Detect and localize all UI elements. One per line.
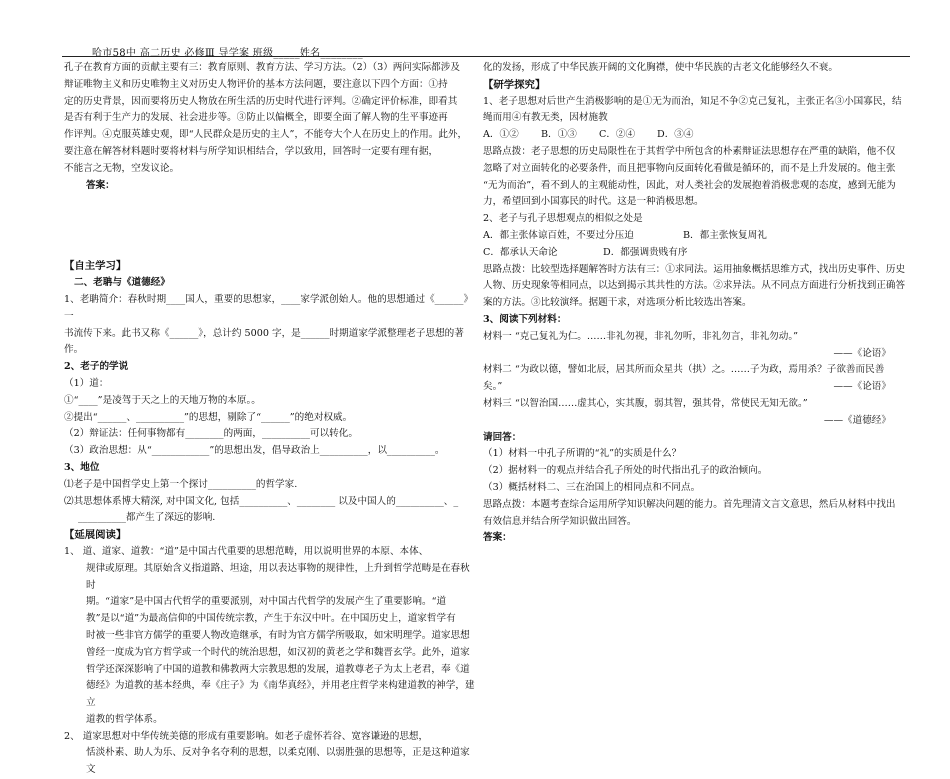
option-b: B．都主张恢复周礼 <box>683 229 767 241</box>
text-line: ②提出“______、__________”的思想，剔除了“______”的绝对权威。 <box>64 411 353 423</box>
option-a: A．①② <box>483 129 519 141</box>
text-line: 绳而用④有教无类，因材施教 <box>483 112 608 124</box>
text-line: 有效信息并结合所学知识做出回答。 <box>483 515 637 527</box>
ask-line: （2）据材料一的观点并结合孔子所处的时代指出孔子的政治倾向。 <box>483 465 768 477</box>
text-line: 恬淡朴素、助人为乐、反对争名夺利的思想，以柔克刚、以弱胜强的思想等，正是这种道家文 <box>86 747 470 776</box>
section-title-self-study: 【自主学习】 <box>64 260 127 273</box>
text-line: __________都产生了深远的影响. <box>78 512 216 524</box>
text-line: 哲学还深深影响了中国的道教和佛教两大宗教思想的发展，道教尊老子为太上老君，奉《道 <box>86 663 470 675</box>
text-line: 期。“道家”是中国古代哲学的重要派别，对中国古代哲学的发展产生了重要影响。“道 <box>86 596 447 608</box>
part2-title: 2、老子的学说 <box>64 361 129 373</box>
dialectic-line: （2）辩证法：任何事物都有________的两面，__________可以转化。 <box>64 428 358 440</box>
text-line: 定的历史背景，因而要将历史人物放在所生活的历史时代进行评判。②确定评价标准，即看其 <box>64 95 458 107</box>
continued-line: 化的发扬，形成了中华民族开阔的文化胸襟，使中华民族的古老文化能够经久不衰。 <box>483 62 838 73</box>
text-line: 1、老子思想对后世产生消极影响的是①无为而治，知足不争②克己复礼，主张正名③小国寡民，结 <box>483 95 902 107</box>
status-title: 3、地位 <box>64 461 100 473</box>
option-d: D．都强调贵贱有序 <box>603 246 688 258</box>
right-column <box>483 60 913 547</box>
text-line: 书流传下来。此书又称《______》，总计约 5000 字，是______时期道家学派整理老子思想的著作。 <box>64 327 464 356</box>
text-line: 思路点拨：比较型选择题解答时方法有三：①求同法。运用抽象概括思维方式，找出历史事件、历史 <box>483 263 906 275</box>
text-line: 时被一些非官方儒学的重要人物改造继承，有时为官方儒学所吸取，如宋明理学。道家思想 <box>86 629 470 641</box>
material-1-source: ——《论语》 <box>833 347 891 359</box>
text-line: 辩证唯物主义和历史唯物主义对历史人物评价的基本方法问题，要注意以下四个方面：①持 <box>64 78 448 90</box>
page-header: 哈市58中 高二历史 必修Ⅲ 导学案 班级_____姓名________ <box>92 48 363 59</box>
text-line: 作评判。④克服英雄史观，即“人民群众是历史的主人”，不能夸大个人在历史上的作用。此外， <box>64 129 468 141</box>
material-2-cont: 矣。” <box>483 381 503 393</box>
answer-space <box>64 194 476 258</box>
ask-line: （1）材料一中孔子所谓的“礼”的实质是什么？ <box>483 448 682 460</box>
text-line: 要注意在解答材料题时要将材料与所学知识相结合，学以致用，回答时一定要有理有据， <box>64 145 439 157</box>
material-3-source: ——《道德经》 <box>823 414 891 426</box>
text-line: 德经》为道教的基本经典，奉《庄子》为《南华真经》，并用老庄哲学来构建道教的神学，建立 <box>86 680 475 709</box>
text-line: 规律或原理。其原始含义指道路、坦途，用以表达事物的规律性，上升到哲学范畴是在春秋时 <box>86 562 470 591</box>
q2-options-row2 <box>483 245 913 262</box>
question-2: 2、老子与孔子思想观点的相似之处是 <box>483 213 643 225</box>
extended-item-2 <box>64 729 476 779</box>
material-1: 材料一 “克己复礼为仁。……非礼勿视，非礼勿听，非礼勿言，非礼勿动。” <box>483 330 799 342</box>
material-2-source: ——《论语》 <box>833 381 891 393</box>
text-line: 曾经一度成为官方哲学或一个时代的统治思想，如汉初的黄老之学和魏晋玄学。此外，道家 <box>86 646 470 658</box>
ask-title: 请回答： <box>483 431 522 443</box>
text-line: 2、 道家思想对中华传统美德的形成有重要影响。如老子虚怀若谷、宽容谦逊的思想， <box>64 730 429 742</box>
text-line: 1、老聃简介：春秋时期____国人，重要的思想家，____家学派创始人。他的思想通过《______》一 <box>64 293 474 322</box>
ask-line: （3）概括材料二、三在治国上的相同点和不同点。 <box>483 481 701 493</box>
option-d: D．③④ <box>657 129 694 141</box>
text-line: 孔子在教育方面的贡献主要有三：教育原则、教育方法、学习方法。（2）（3）两问实际都涉及 <box>64 62 460 73</box>
left-column <box>64 60 476 779</box>
intro-paragraph <box>64 60 476 178</box>
answer-label: 答案： <box>86 179 115 191</box>
text-line: ⑴老子是中国哲学史上第一个探讨__________的哲学家. <box>64 478 298 490</box>
text-line: 不能言之无物，空发议论。 <box>64 162 180 174</box>
extended-item-1 <box>64 544 476 729</box>
option-c: C．②④ <box>599 129 636 141</box>
text-line: 思路点拨：本题考查综合运用所学知识解决问题的能力。首先理清文言文意思，然后从材料中找出 <box>483 498 896 510</box>
material-2: 材料二 “为政以德，譬如北辰，居其所而众星共（拱）之。……子为政，焉用杀？子欲善而民善 <box>483 364 885 376</box>
option-c: C．都承认天命论 <box>483 246 558 258</box>
q2-options-row1 <box>483 228 913 245</box>
text-line: 1、 道、道家、道教：“道”是中国古代重要的思想范畴，用以说明世界的本原、本体、 <box>64 545 429 557</box>
text-line: 道教的哲学体系。 <box>86 713 163 725</box>
text-line: 力，希望回到小国寡民的时代。这是一种消极思想。 <box>483 196 704 208</box>
part1-title: 二、老聃与《道德经》 <box>74 277 170 289</box>
text-line: “无为而治”，看不到人的主观能动性，因此，对人类社会的发展抱着消极悲观的态度，感到无能为 <box>483 179 896 191</box>
text-line: ①“____”是凌驾于天之上的天地万物的本原。。 <box>64 394 261 406</box>
dao-label: （1）道： <box>64 377 109 389</box>
q1-options <box>483 127 913 144</box>
politics-line: （3）政治思想：从“____________”的思想出发，倡导政治上__________，以__________。 <box>64 445 445 457</box>
question-3: 3、阅读下列材料： <box>483 313 567 325</box>
text-line: 思路点拨：老子思想的历史局限性在于其哲学中所包含的朴素辩证法思想存在严重的缺陷，他不仅 <box>483 145 896 157</box>
text-line: 教”是以“道”为最高信仰的中国传统宗教，产生于东汉中叶。在中国历史上，道家哲学有 <box>86 613 456 625</box>
text-line: 是否有利于生产力的发展、社会进步等。③防止以偏概全，即要全面了解人物的生平事迹再 <box>64 112 448 124</box>
text-line: ⑵其思想体系博大精深, 对中国文化, 包括__________、________ 以及中国人的__________、_ <box>64 495 459 507</box>
header-divider <box>62 56 910 57</box>
answer-label: 答案： <box>483 532 512 544</box>
option-b: B．①③ <box>541 129 577 141</box>
material-3: 材料三 “以智治国……虚其心，实其腹，弱其智，强其骨，常使民无知无欲。” <box>483 397 808 409</box>
text-line: 人物、历史现象等相同点，以达到揭示其共性的方法。②求异法。从不同点方面进行分析找到正确答 <box>483 280 906 292</box>
text-line: 忽略了对立面转化的必要条件，而且把事物向反面转化看做是循环的，而不是上升发展的。他主张 <box>483 162 896 174</box>
section-title-extended-reading: 【延展阅读】 <box>64 529 127 542</box>
option-a: A．都主张体谅百姓，不要过分压迫 <box>483 229 634 241</box>
section-title-research: 【研学探究】 <box>483 78 546 91</box>
text-line: 案的方法。③比较演绎。据题干求，对选项分析比较选出答案。 <box>483 297 752 309</box>
